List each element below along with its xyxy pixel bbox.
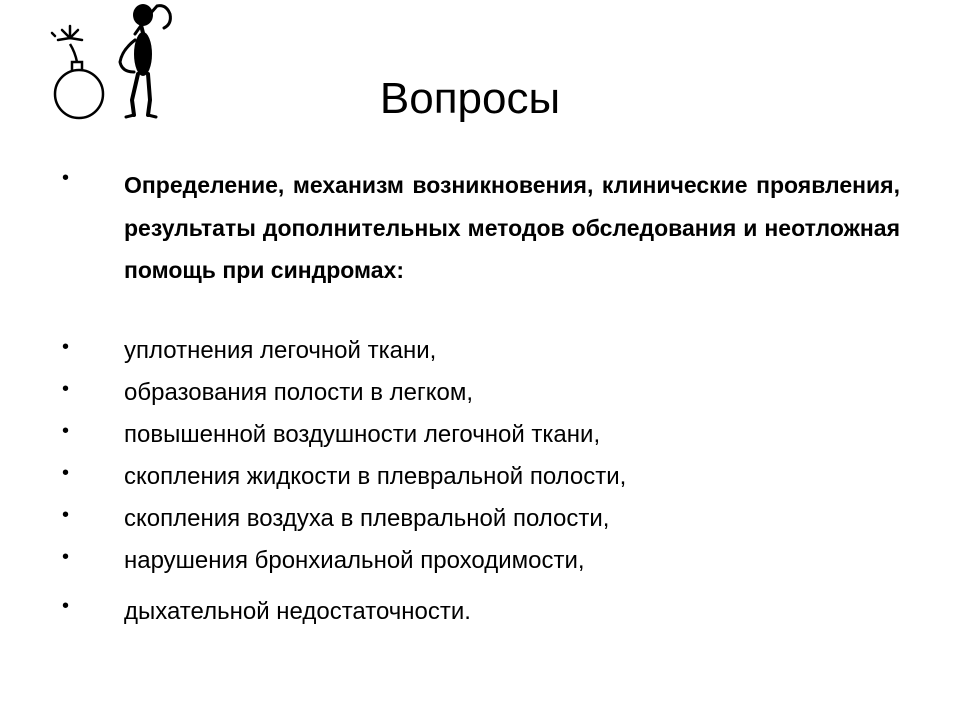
list-item: уплотнения легочной ткани, bbox=[124, 337, 437, 364]
list-item: повышенной воздушности легочной ткани, bbox=[124, 421, 601, 448]
slide-title: Вопросы bbox=[379, 74, 561, 123]
list-item: дыхательной недостаточности. bbox=[124, 598, 471, 625]
bullet-icon: • bbox=[62, 546, 70, 568]
bullet-icon: • bbox=[62, 378, 70, 400]
bullet-icon: • bbox=[62, 420, 70, 442]
bullet-icon: • bbox=[62, 336, 70, 358]
bullet-icon: • bbox=[62, 595, 70, 617]
list-item: скопления воздуха в плевральной полости, bbox=[124, 505, 610, 532]
bullet-icon: • bbox=[62, 462, 70, 484]
list-item: образования полости в легком, bbox=[124, 379, 474, 406]
list-item: скопления жидкости в плевральной полости, bbox=[124, 463, 627, 490]
spark-icon bbox=[52, 26, 82, 40]
bullet-icon: • bbox=[62, 167, 70, 189]
intro-paragraph: Определение, механизм возникновения, клинические проявления, результаты дополнительных методов обследования и неотложная помощь при синдромах: bbox=[124, 172, 900, 283]
list-item: нарушения бронхиальной проходимости, bbox=[124, 547, 585, 574]
bullet-icon: • bbox=[62, 504, 70, 526]
